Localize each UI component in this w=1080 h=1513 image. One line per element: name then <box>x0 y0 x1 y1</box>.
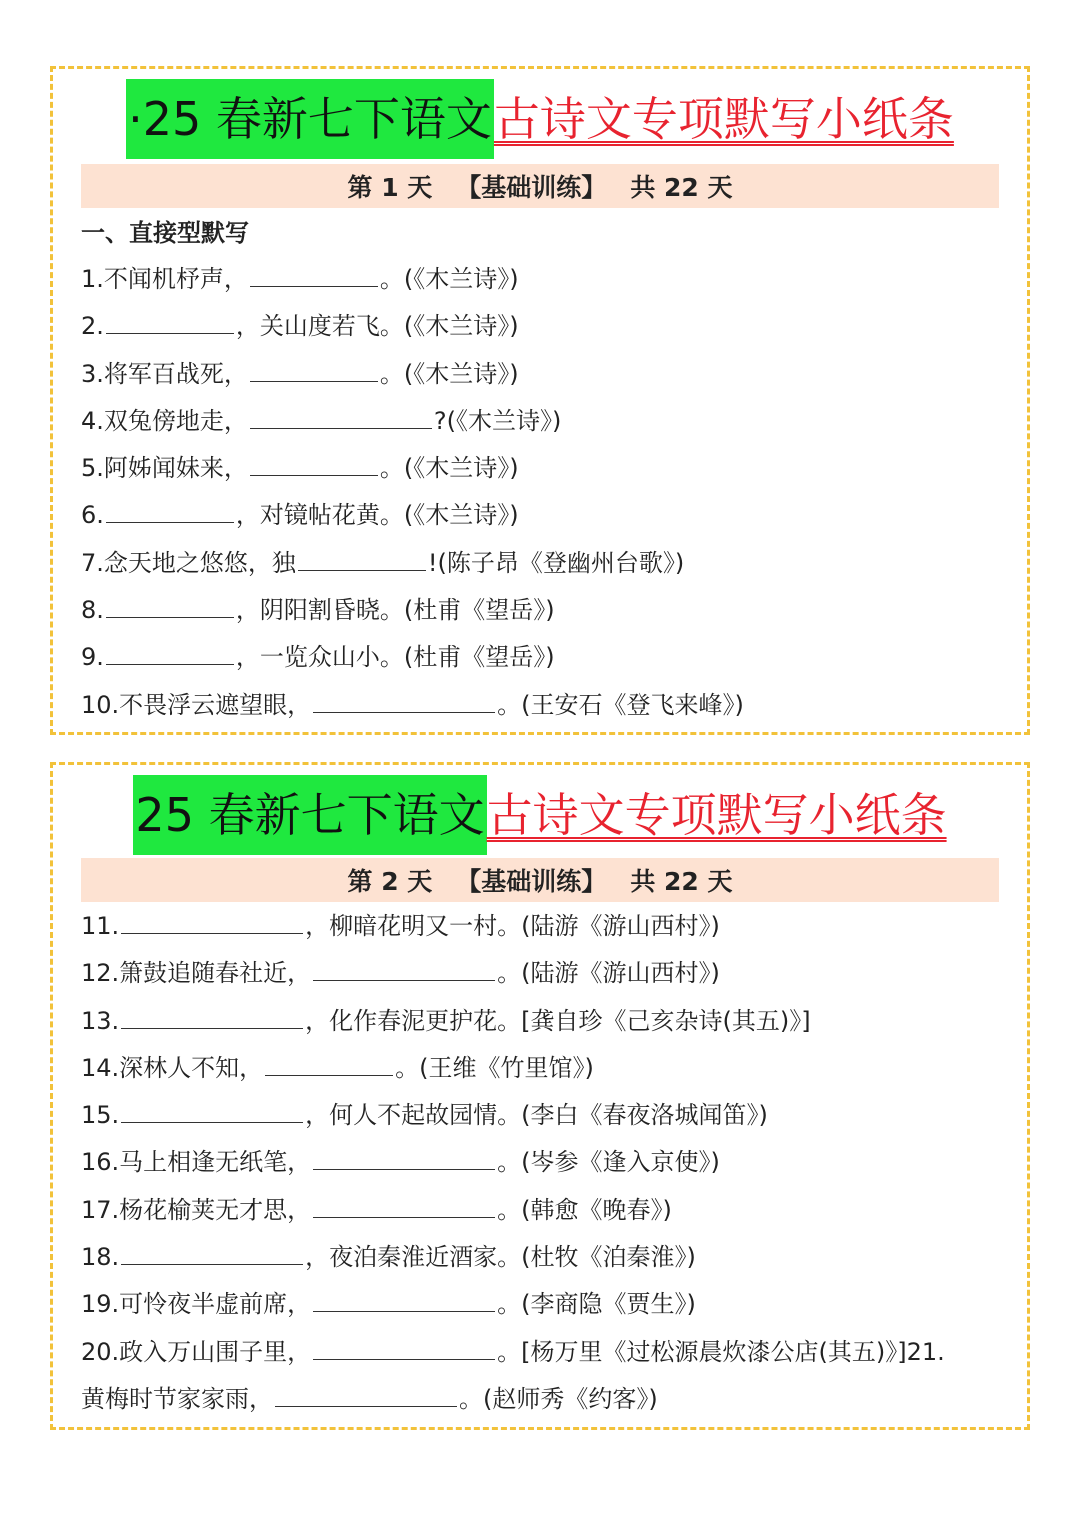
exercise-list <box>81 256 1007 729</box>
exercise-item: 1.不闻机杼声， 。(《木兰诗》) <box>81 256 1007 303</box>
exercise-item: 8. ，阴阳割昏晓。(杜甫《望岳》) <box>81 587 1007 634</box>
exercise-item: 14.深林人不知， 。(王维《竹里馆》) <box>81 1045 1007 1092</box>
answer-blank[interactable] <box>121 903 303 934</box>
exercise-item: 15. ，何人不起故园情。(李白《春夜洛城闻笛》) <box>81 1092 1007 1139</box>
card-title <box>53 775 1027 855</box>
answer-blank[interactable] <box>313 682 495 713</box>
exercise-item: 11. ，柳暗花明又一村。(陆游《游山西村》) <box>81 903 1007 950</box>
answer-blank[interactable] <box>250 256 378 287</box>
total-days: 共 22 天 <box>630 173 733 202</box>
title-red-text: 古诗文专项默写小纸条 <box>486 788 947 842</box>
answer-blank[interactable] <box>250 445 378 476</box>
title-red-text: 古诗文专项默写小纸条 <box>493 92 954 146</box>
answer-blank[interactable] <box>265 1045 393 1076</box>
answer-blank[interactable] <box>313 950 495 981</box>
exercise-item: 19.可怜夜半虚前席， 。(李商隐《贾生》) <box>81 1281 1007 1328</box>
answer-blank[interactable] <box>106 587 234 618</box>
total-days: 共 22 天 <box>630 867 733 896</box>
answer-blank[interactable] <box>250 351 378 382</box>
answer-blank[interactable] <box>313 1329 495 1360</box>
answer-blank[interactable] <box>121 1092 303 1123</box>
day-label: 第 2 天 <box>347 867 433 896</box>
exercise-list <box>81 903 1007 1423</box>
exercise-item: 5.阿姊闻妹来， 。(《木兰诗》) <box>81 445 1007 492</box>
answer-blank[interactable] <box>313 1139 495 1170</box>
title-highlight-green: ·25 春新七下语文 <box>126 79 494 159</box>
answer-blank[interactable] <box>121 998 303 1029</box>
title-highlight-green: 25 春新七下语文 <box>133 775 486 855</box>
answer-blank[interactable] <box>106 492 234 523</box>
exercise-item: 17.杨花榆荚无才思， 。(韩愈《晚春》) <box>81 1187 1007 1234</box>
answer-blank[interactable] <box>298 540 426 571</box>
exercise-item: 黄梅时节家家雨， 。(赵师秀《约客》) <box>81 1376 1007 1423</box>
exercise-item: 10.不畏浮云遮望眼， 。(王安石《登飞来峰》) <box>81 682 1007 729</box>
exercise-item: 4.双兔傍地走， ?(《木兰诗》) <box>81 398 1007 445</box>
answer-blank[interactable] <box>121 1234 303 1265</box>
exercise-item: 7.念天地之悠悠，独 !(陈子昂《登幽州台歌》) <box>81 540 1007 587</box>
day-band <box>81 858 999 902</box>
answer-blank[interactable] <box>313 1187 495 1218</box>
answer-blank[interactable] <box>106 634 234 665</box>
exercise-item: 13. ，化作春泥更护花。[龚自珍《己亥杂诗(其五)》] <box>81 998 1007 1045</box>
worksheet-card-day-2 <box>50 762 1030 1430</box>
training-tag: 【基础训练】 <box>456 867 607 896</box>
worksheet-card-day-1 <box>50 66 1030 735</box>
training-tag: 【基础训练】 <box>456 173 607 202</box>
answer-blank[interactable] <box>313 1281 495 1312</box>
day-band <box>81 164 999 208</box>
exercise-item: 2. ，关山度若飞。(《木兰诗》) <box>81 303 1007 350</box>
answer-blank[interactable] <box>250 398 432 429</box>
exercise-item: 9. ，一览众山小。(杜甫《望岳》) <box>81 634 1007 681</box>
exercise-item: 18. ，夜泊秦淮近酒家。(杜牧《泊秦淮》) <box>81 1234 1007 1281</box>
exercise-item: 12.箫鼓追随春社近， 。(陆游《游山西村》) <box>81 950 1007 997</box>
day-label: 第 1 天 <box>347 173 433 202</box>
section-heading: 一、直接型默写 <box>81 219 249 247</box>
answer-blank[interactable] <box>106 303 234 334</box>
exercise-item: 20.政入万山围子里， 。[杨万里《过松源晨炊漆公店(其五)》]21. <box>81 1329 1007 1376</box>
exercise-item: 16.马上相逢无纸笔， 。(岑参《逢入京使》) <box>81 1139 1007 1186</box>
card-title <box>53 79 1027 159</box>
answer-blank[interactable] <box>275 1376 457 1407</box>
exercise-item: 3.将军百战死， 。(《木兰诗》) <box>81 351 1007 398</box>
exercise-item: 6. ，对镜帖花黄。(《木兰诗》) <box>81 492 1007 539</box>
